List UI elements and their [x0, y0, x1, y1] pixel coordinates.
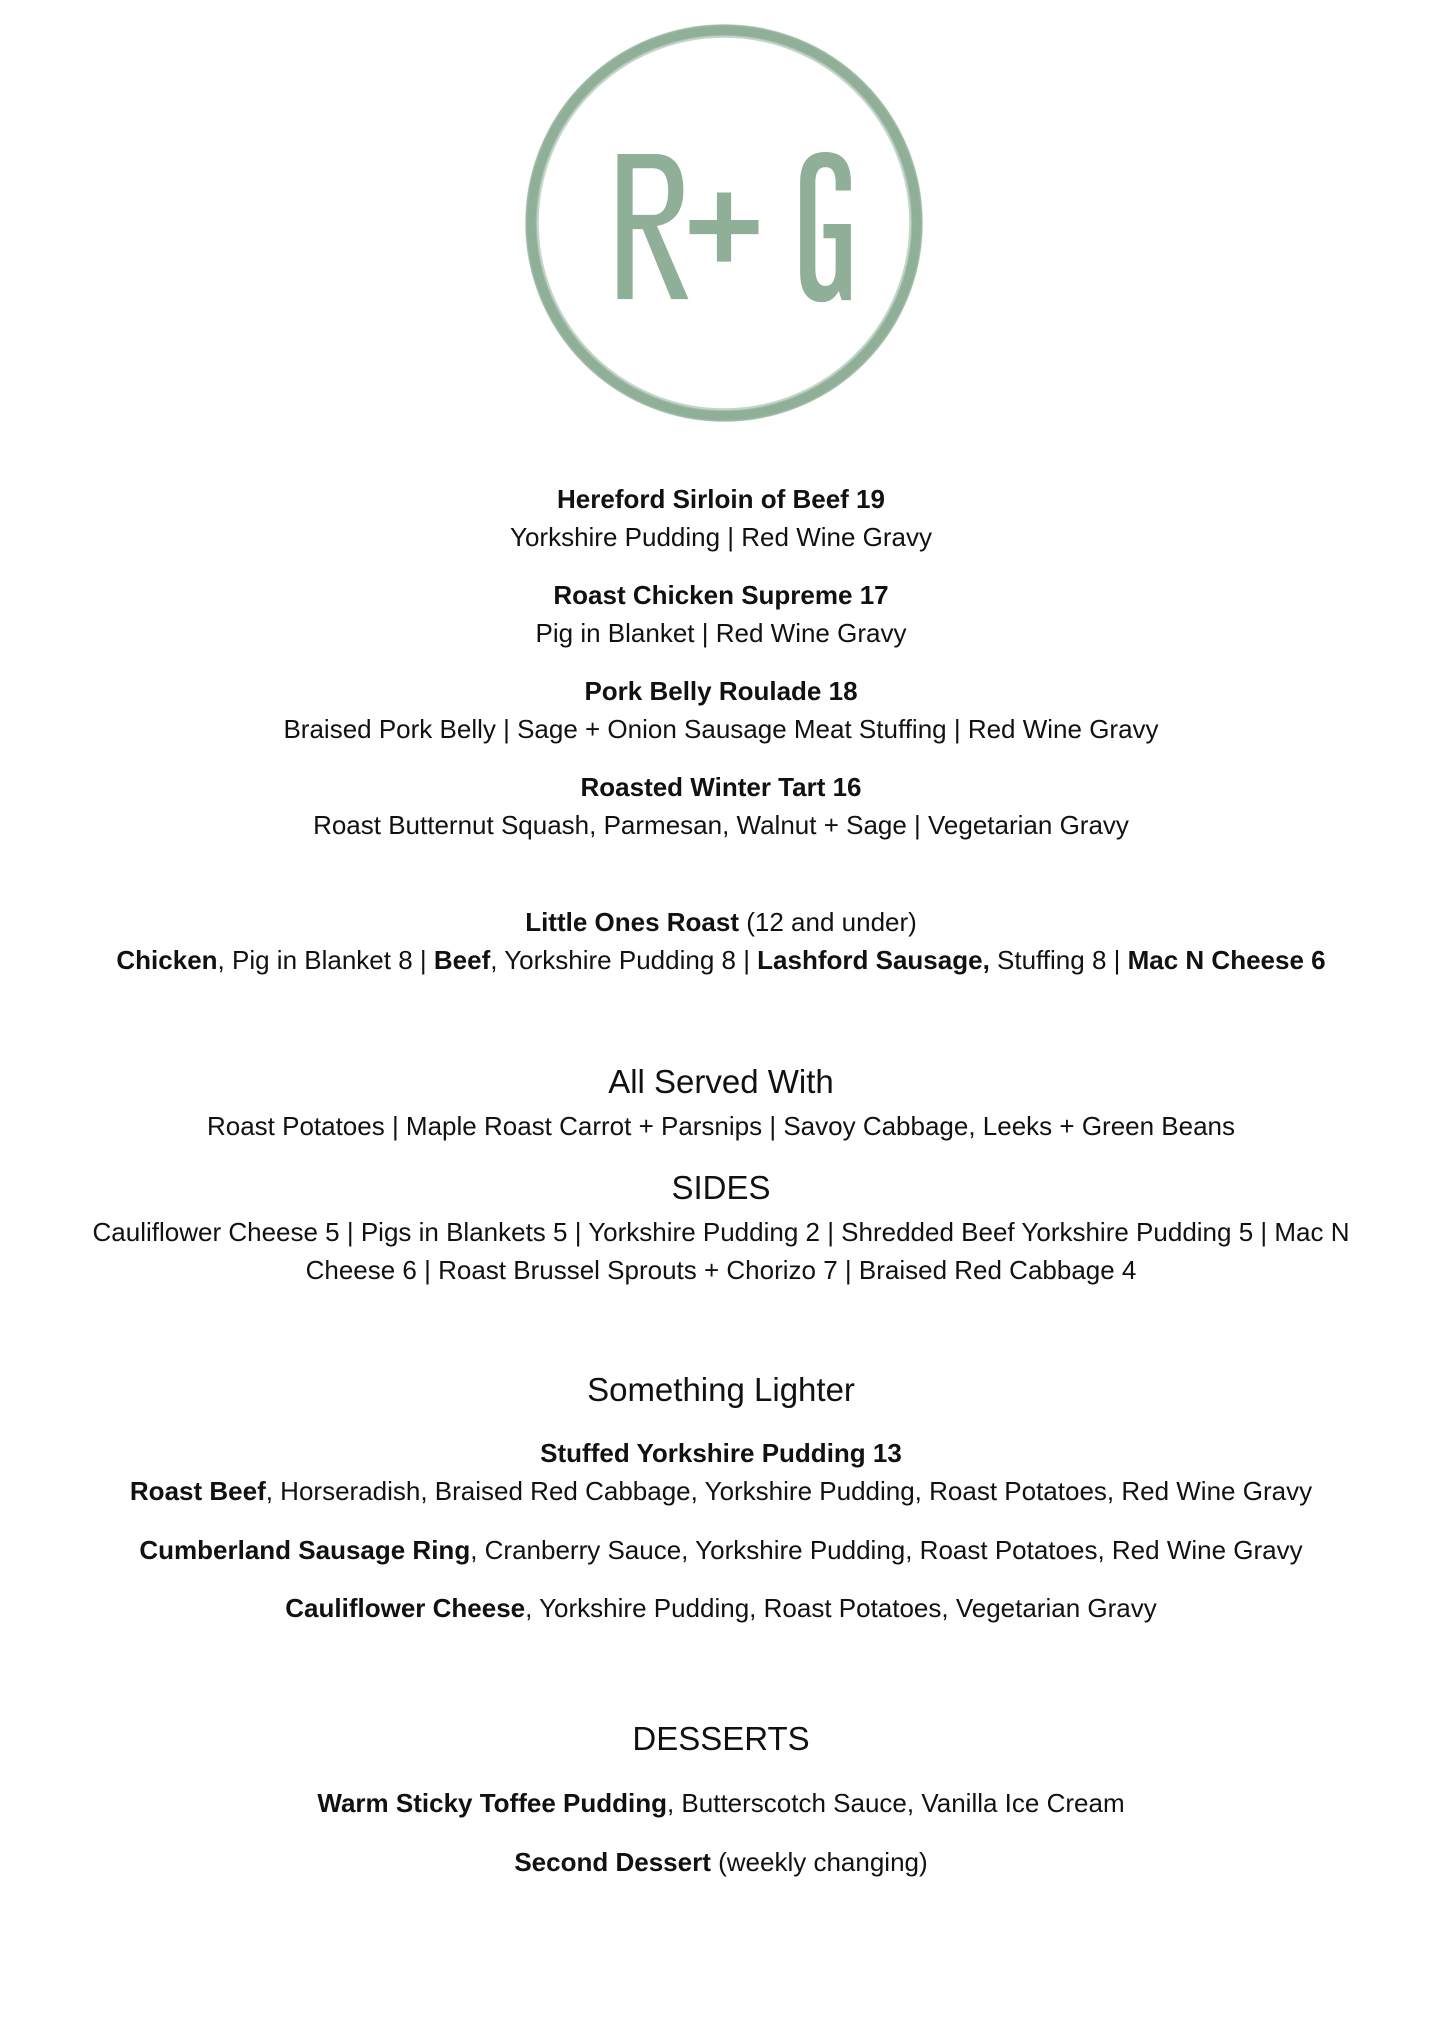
main-1-title: Hereford Sirloin of Beef 19 [557, 484, 885, 514]
sides-line-1: Cauliflower Cheese 5 | Pigs in Blankets 5 | Yorkshire Pudding 2 | Shredded Beef Yorkshire Pudding 5 | Mac N [92, 1217, 1350, 1247]
lighter-title: Stuffed Yorkshire Pudding 13 [540, 1438, 902, 1468]
little-ones-title: Little Ones Roast (12 and under) [525, 907, 917, 937]
served-with-heading: All Served With [608, 1063, 834, 1100]
desserts-heading: DESSERTS [632, 1720, 810, 1757]
dessert-item-2: Second Dessert (weekly changing) [514, 1847, 928, 1877]
main-1-desc: Yorkshire Pudding | Red Wine Gravy [510, 522, 932, 552]
sides-line-2: Cheese 6 | Roast Brussel Sprouts + Chorizo 7 | Braised Red Cabbage 4 [305, 1255, 1137, 1285]
little-ones-items: Chicken, Pig in Blanket 8 | Beef, Yorkshire Pudding 8 | Lashford Sausage, Stuffing 8 | Mac N Cheese 6 [116, 945, 1326, 975]
dessert-item-1: Warm Sticky Toffee Pudding, Butterscotch Sauce, Vanilla Ice Cream [317, 1788, 1125, 1818]
rg-logo [521, 20, 927, 426]
lighter-item-3: Cauliflower Cheese, Yorkshire Pudding, Roast Potatoes, Vegetarian Gravy [285, 1593, 1157, 1623]
lighter-item-1: Roast Beef, Horseradish, Braised Red Cabbage, Yorkshire Pudding, Roast Potatoes, Red Wine Gravy [129, 1476, 1313, 1506]
served-with-text: Roast Potatoes | Maple Roast Carrot + Parsnips | Savoy Cabbage, Leeks + Green Beans [206, 1111, 1236, 1141]
lighter-item-2: Cumberland Sausage Ring, Cranberry Sauce, Yorkshire Pudding, Roast Potatoes, Red Wine Gravy [139, 1535, 1303, 1565]
main-2-desc: Pig in Blanket | Red Wine Gravy [535, 618, 907, 648]
sides-heading: SIDES [671, 1169, 771, 1206]
rg-logo-mark [521, 20, 927, 426]
main-3-title: Pork Belly Roulade 18 [584, 676, 858, 706]
main-2-title: Roast Chicken Supreme 17 [553, 580, 889, 610]
main-3-desc: Braised Pork Belly | Sage + Onion Sausage Meat Stuffing | Red Wine Gravy [283, 714, 1159, 744]
main-4-title: Roasted Winter Tart 16 [580, 772, 862, 802]
main-4-desc: Roast Butternut Squash, Parmesan, Walnut + Sage | Vegetarian Gravy [313, 810, 1129, 840]
lighter-heading: Something Lighter [587, 1371, 855, 1408]
